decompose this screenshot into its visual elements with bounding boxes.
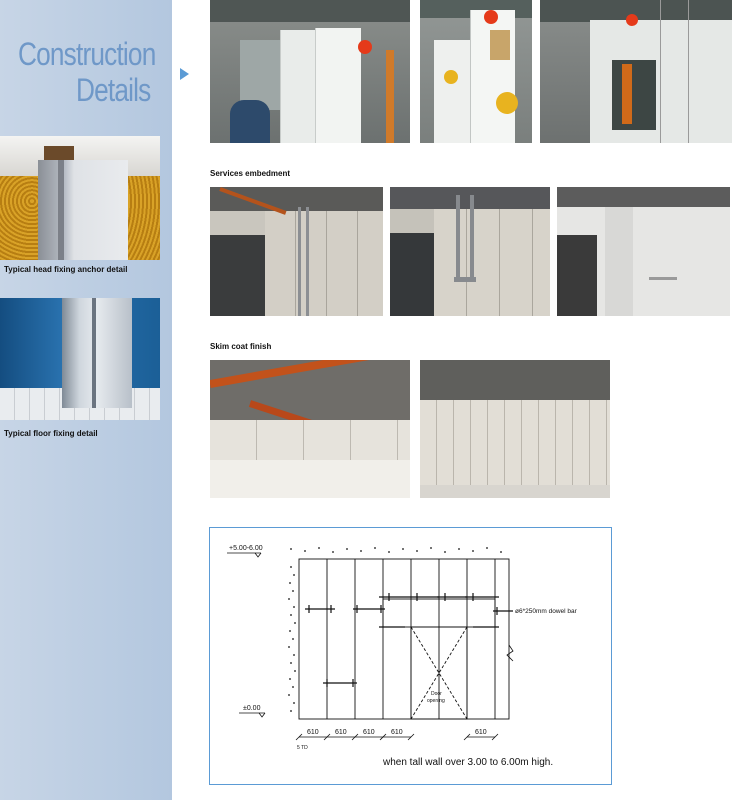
- skim-photo-2: [420, 360, 610, 498]
- services-photo-1: [210, 187, 383, 316]
- services-photo-2: [390, 187, 550, 316]
- section-arrow-icon: [180, 68, 189, 80]
- dim-4: 610: [391, 729, 403, 736]
- heading-line1: Construction: [18, 36, 156, 72]
- dim-3: 610: [363, 729, 375, 736]
- sidebar: [0, 0, 172, 800]
- head-fixing-photo: [0, 136, 160, 260]
- section-services-title: Services embedment: [210, 169, 291, 178]
- dim-2: 610: [335, 729, 347, 736]
- heading-line2: Details: [76, 72, 151, 108]
- caption-head-fixing: Typical head fixing anchor detail: [4, 265, 128, 274]
- door-label-1: Door: [431, 691, 442, 697]
- dim-1: 610: [307, 729, 319, 736]
- dim-note: 5 TD: [297, 745, 308, 751]
- caption-floor-fixing: Typical floor fixing detail: [4, 429, 98, 438]
- door-label-2: opening: [427, 698, 445, 704]
- level-bottom-label: ±0.00: [243, 705, 261, 712]
- level-top-label: +5.00-6.00: [229, 545, 263, 552]
- elevation-diagram: [209, 527, 612, 785]
- install-photo-3: [540, 0, 732, 143]
- section-skim-title: Skim coat finish: [210, 342, 272, 351]
- install-photo-2: [420, 0, 532, 143]
- floor-fixing-photo: [0, 298, 160, 420]
- skim-photo-1: [210, 360, 410, 498]
- install-photo-1: [210, 0, 410, 143]
- dim-5: 610: [475, 729, 487, 736]
- dowel-bar-label: ø6*250mm dowel bar: [515, 608, 577, 615]
- diagram-caption: when tall wall over 3.00 to 6.00m high.: [383, 757, 554, 768]
- services-photo-3: [557, 187, 730, 316]
